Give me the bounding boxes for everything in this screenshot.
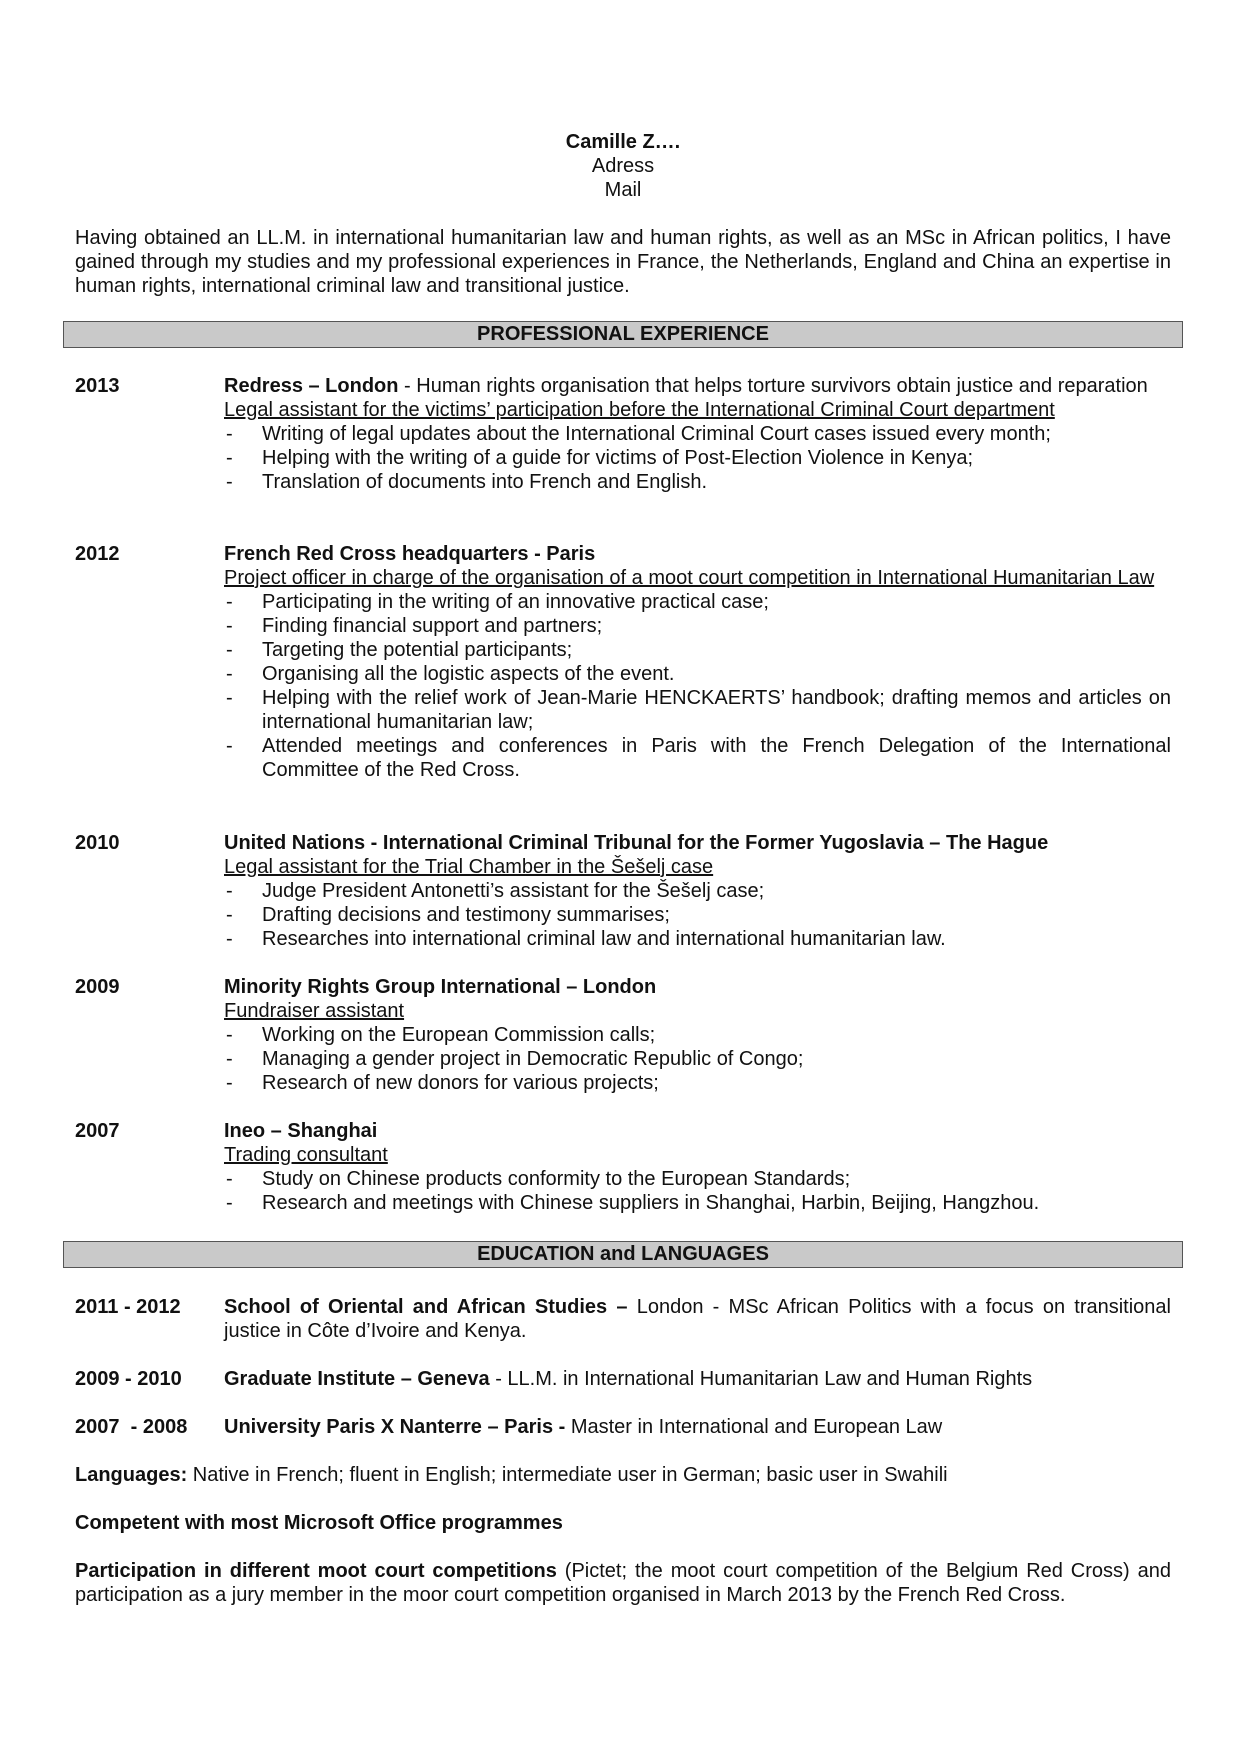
list-item: - Research and meetings with Chinese suppliers in Shanghai, Harbin, Beijing, Hangzhou. — [224, 1191, 1171, 1215]
experience-tasks — [224, 1023, 1171, 1095]
school-name: Graduate Institute – Geneva — [224, 1368, 490, 1390]
experience-tasks — [224, 879, 1171, 951]
education-details — [224, 1295, 1171, 1343]
list-item: - Translation of documents into French and English. — [224, 470, 1171, 494]
candidate-address: Adress — [591, 155, 655, 177]
experience-role: Trading consultant — [224, 1144, 388, 1166]
languages-label: Languages: — [75, 1464, 188, 1486]
experience-content — [224, 374, 1171, 494]
languages-text: Native in French; fluent in English; intermediate user in German; basic user in Swahili — [187, 1464, 948, 1486]
education-years: 2007 - 2008 — [75, 1416, 188, 1438]
list-item: - Helping with the writing of a guide for victims of Post-Election Violence in Kenya; — [224, 446, 1171, 470]
experience-organisation — [224, 374, 1171, 398]
list-item: - Drafting decisions and testimony summarises; — [224, 903, 1171, 927]
experience-organisation — [224, 831, 1171, 855]
experience-year: 2010 — [75, 832, 120, 854]
experience-content — [224, 831, 1171, 951]
experience-role: Legal assistant for the Trial Chamber in the Šešelj case — [224, 856, 714, 878]
section-heading-experience: PROFESSIONAL EXPERIENCE — [63, 321, 1183, 348]
list-item: - Working on the European Commission calls; — [224, 1023, 1171, 1047]
experience-role: Legal assistant for the victims’ participation before the International Criminal Court department — [224, 399, 1055, 421]
school-name: University Paris X Nanterre – Paris - — [224, 1416, 566, 1438]
organisation-name: Minority Rights Group International – London — [224, 976, 657, 998]
experience-content — [224, 542, 1171, 782]
moot-court-label: Participation in different moot court competitions — [75, 1560, 557, 1582]
experience-content — [224, 1119, 1171, 1215]
languages-line — [75, 1463, 1171, 1487]
organisation-name: United Nations - International Criminal Tribunal for the Former Yugoslavia – The Hague — [224, 832, 1049, 854]
list-item: - Helping with the relief work of Jean-Marie HENCKAERTS’ handbook; drafting memos and articles on international humanitarian law; — [224, 686, 1171, 734]
experience-year: 2013 — [75, 375, 120, 397]
list-item: - Writing of legal updates about the International Criminal Court cases issued every month; — [224, 422, 1171, 446]
moot-court-text: (Pictet; the moot court competition of the Belgium Red Cross) and participation as a jury member in the moor court competition organised in March 2013 by the French Red Cross. — [75, 1560, 1171, 1606]
experience-content — [224, 975, 1171, 1095]
degree-description: Master in International and European Law — [565, 1416, 943, 1438]
experience-role: Fundraiser assistant — [224, 1000, 405, 1022]
education-details — [224, 1415, 1171, 1439]
candidate-name: Camille Z…. — [565, 131, 681, 153]
experience-tasks — [224, 422, 1171, 494]
list-item: - Managing a gender project in Democratic Republic of Congo; — [224, 1047, 1171, 1071]
degree-description: - LL.M. in International Humanitarian Law and Human Rights — [489, 1368, 1033, 1390]
organisation-name: French Red Cross headquarters - Paris — [224, 543, 596, 565]
experience-year: 2012 — [75, 543, 120, 565]
experience-year: 2007 — [75, 1120, 120, 1142]
education-years: 2009 - 2010 — [75, 1368, 182, 1390]
cv-header — [0, 130, 1240, 202]
experience-organisation — [224, 1119, 1171, 1143]
school-name: School of Oriental and African Studies – — [224, 1296, 628, 1318]
profile-summary: Having obtained an LL.M. in international humanitarian law and human rights, as well as an MSc in African politics, I have gained through my studies and my professional experiences in France, the Netherlands, England and China an expertise in human rights, international criminal law and transitional justice. — [75, 227, 1171, 297]
organisation-name: Redress – London — [224, 375, 399, 397]
list-item: - Research of new donors for various projects; — [224, 1071, 1171, 1095]
list-item: - Study on Chinese products conformity to the European Standards; — [224, 1167, 1171, 1191]
list-item: - Organising all the logistic aspects of the event. — [224, 662, 1171, 686]
experience-year: 2009 — [75, 976, 120, 998]
list-item: - Targeting the potential participants; — [224, 638, 1171, 662]
education-years: 2011 - 2012 — [75, 1296, 181, 1318]
section-heading-education: EDUCATION and LANGUAGES — [63, 1241, 1183, 1268]
experience-role: Project officer in charge of the organisation of a moot court competition in International Humanitarian Law — [224, 567, 1155, 589]
list-item: - Judge President Antonetti’s assistant for the Šešelj case; — [224, 879, 1171, 903]
list-item: - Participating in the writing of an innovative practical case; — [224, 590, 1171, 614]
list-item: - Attended meetings and conferences in Paris with the French Delegation of the International Committee of the Red Cross. — [224, 734, 1171, 782]
moot-court-line — [75, 1559, 1171, 1607]
candidate-mail: Mail — [604, 179, 642, 201]
degree-description: London - MSc African Politics with a focus on transitional justice in Côte d’Ivoire and Kenya. — [224, 1296, 1171, 1342]
experience-organisation — [224, 975, 1171, 999]
education-details — [224, 1367, 1171, 1391]
organisation-name: Ineo – Shanghai — [224, 1120, 378, 1142]
list-item: - Researches into international criminal law and international humanitarian law. — [224, 927, 1171, 951]
organisation-description: - Human rights organisation that helps torture survivors obtain justice and reparation — [398, 375, 1148, 397]
list-item: - Finding financial support and partners; — [224, 614, 1171, 638]
office-skills: Competent with most Microsoft Office programmes — [75, 1512, 563, 1534]
experience-organisation — [224, 542, 1171, 566]
experience-tasks — [224, 1167, 1171, 1215]
experience-tasks — [224, 590, 1171, 782]
